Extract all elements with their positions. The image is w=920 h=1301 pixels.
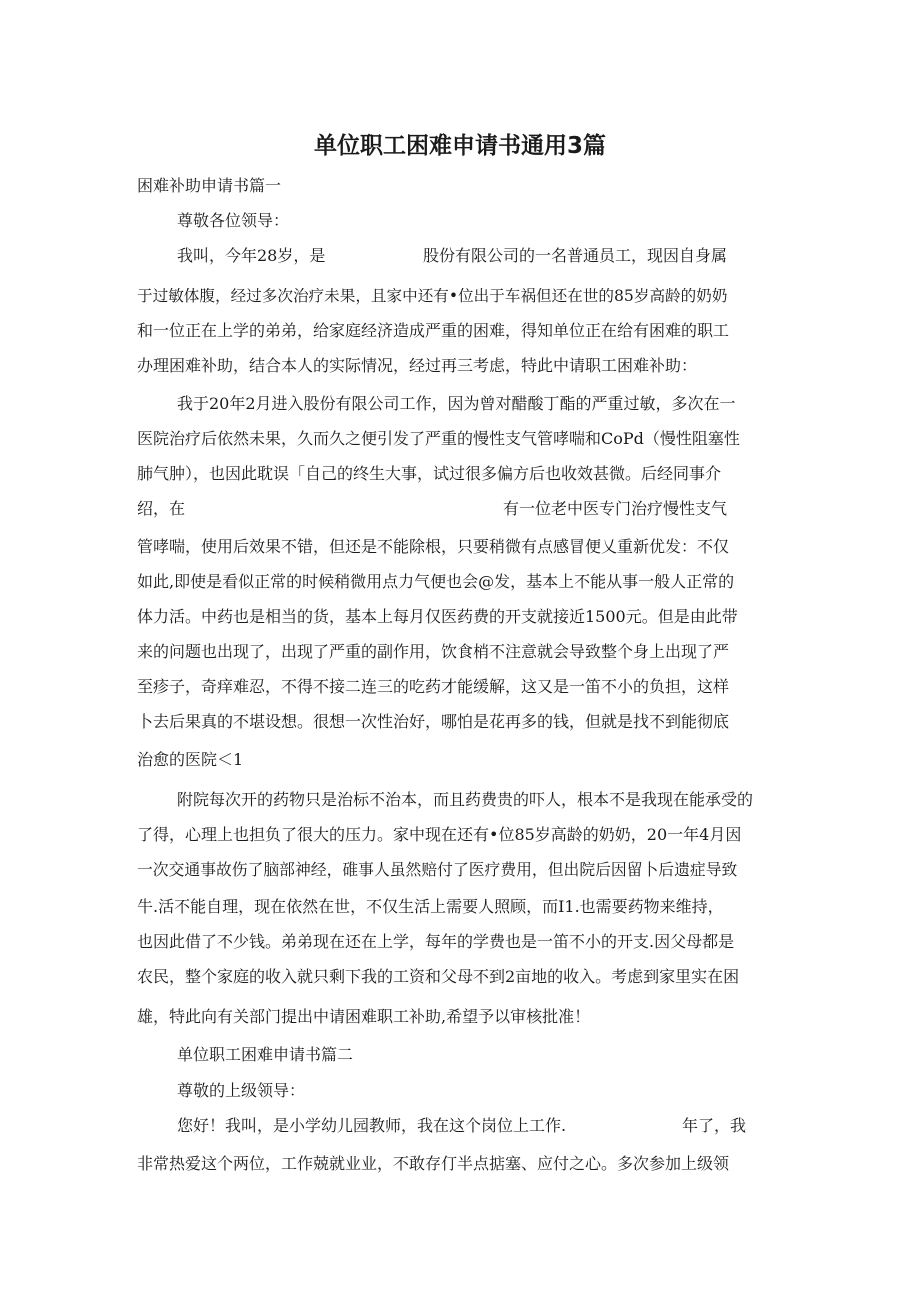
- document-title: 单位职工困难申请书通用3篇: [313, 133, 606, 159]
- paragraph-line: 我叫，今年28岁，是: [177, 246, 326, 265]
- paragraph-line: 雄，特此向有关部门提出中请困难职工补助,希望予以审核批准！: [137, 1007, 591, 1026]
- section-heading: 困难补助申请书篇一: [137, 176, 282, 195]
- paragraph-line: 至疹子，奇痒难忍，不得不接二连三的吃药才能缓解，这又是一笛不小的负担，这样: [137, 677, 730, 696]
- section-heading: 单位职工困难申请书篇二: [177, 1045, 354, 1064]
- paragraph-line: 来的问题也出现了，出现了严重的副作用，饮食梢不注意就会导致整个身上出现了严: [137, 642, 730, 661]
- paragraph-line: 治愈的医院＜1: [137, 750, 244, 769]
- paragraph-line: 农民，整个家庭的收入就只剩下我的工资和父母不到2亩地的收入。考虑到家里实在困: [137, 967, 740, 986]
- paragraph-line: 附院每次开的药物只是治标不治本，而且药费贵的吓人，根本不是我现在能承受的: [177, 790, 754, 809]
- paragraph-line: 医院治疗后依然未果，久而久之便引发了严重的慢性支气管哮喘和CoPd（慢性阻塞性: [137, 429, 740, 448]
- paragraph-line: 非常热爱这个两位，工作兢就业业，不敢存仃半点掂塞、应付之心。多次参加上级领: [137, 1154, 730, 1173]
- greeting: 尊敬各位领导：: [177, 211, 290, 230]
- greeting: 尊敬的上级领导：: [177, 1081, 306, 1100]
- paragraph-line: 年了，我: [682, 1116, 747, 1135]
- paragraph-line: 我于20年2月进入股份有限公司工作，因为曾对醋酸丁酯的严重过敏，多次在一: [177, 394, 736, 413]
- paragraph-line: 和一位正在上学的弟弟，给家庭经济造成严重的困难，得知单位正在给有困难的职工: [137, 321, 730, 340]
- paragraph-line: 了得，心理上也担负了很大的压力。家中现在还有•位85岁高龄的奶奶，20一年4月因: [137, 825, 742, 844]
- paragraph-line: 管哮喘，使用后效果不错，但还是不能除根，只要稍微有点感冒便乂重新优发：不仅: [137, 537, 730, 556]
- paragraph-line: 牛.活不能自理，现在依然在世，不仅生活上需要人照顾，而I1.也需要药物来维持，: [137, 897, 724, 916]
- paragraph-line: 于过敏体腹，经过多次治疗未果，且家中还有•位出于车祸但还在世的85岁高龄的奶奶: [137, 287, 728, 305]
- paragraph-line: 有一位老中医专门治疗慢性支气: [503, 499, 728, 518]
- paragraph-line: 您好！我叫，是小学幼儿园教师，我在这个岗位上工作.: [177, 1116, 567, 1135]
- paragraph-line: 办理困难补助，结合本人的实际情况，经过再三考虑，特此中请职工困难补助：: [137, 356, 698, 375]
- paragraph-line: 如此,即使是看似正常的时候稍微用点力气便也会@发，基本上不能从事一般人正常的: [137, 572, 735, 591]
- paragraph-line: 肺气肿），也因此耽误「自己的终生大事，试过很多偏方后也收效甚微。后经同事介: [137, 464, 722, 483]
- paragraph-line: 绍，在: [137, 499, 186, 518]
- paragraph-line: 也因此借了不少钱。弟弟现在还在上学，每年的学费也是一笛不小的开支.因父母都是: [137, 932, 735, 951]
- paragraph-line: 卜去后果真的不堪设想。很想一次性治好，哪怕是花再多的钱，但就是找不到能彻底: [137, 712, 730, 731]
- paragraph-line: 体力活。中药也是相当的货，基本上每月仅医药费的开支就接近1500元。但是由此带: [137, 607, 738, 626]
- paragraph-line: 股份有限公司的一名普通员工，现因自身属: [423, 246, 728, 265]
- paragraph-line: 一次交通事故伤了脑部神经，碓事人虽然赔付了医疗费用，但出院后因留卜后遗症导致: [137, 860, 738, 879]
